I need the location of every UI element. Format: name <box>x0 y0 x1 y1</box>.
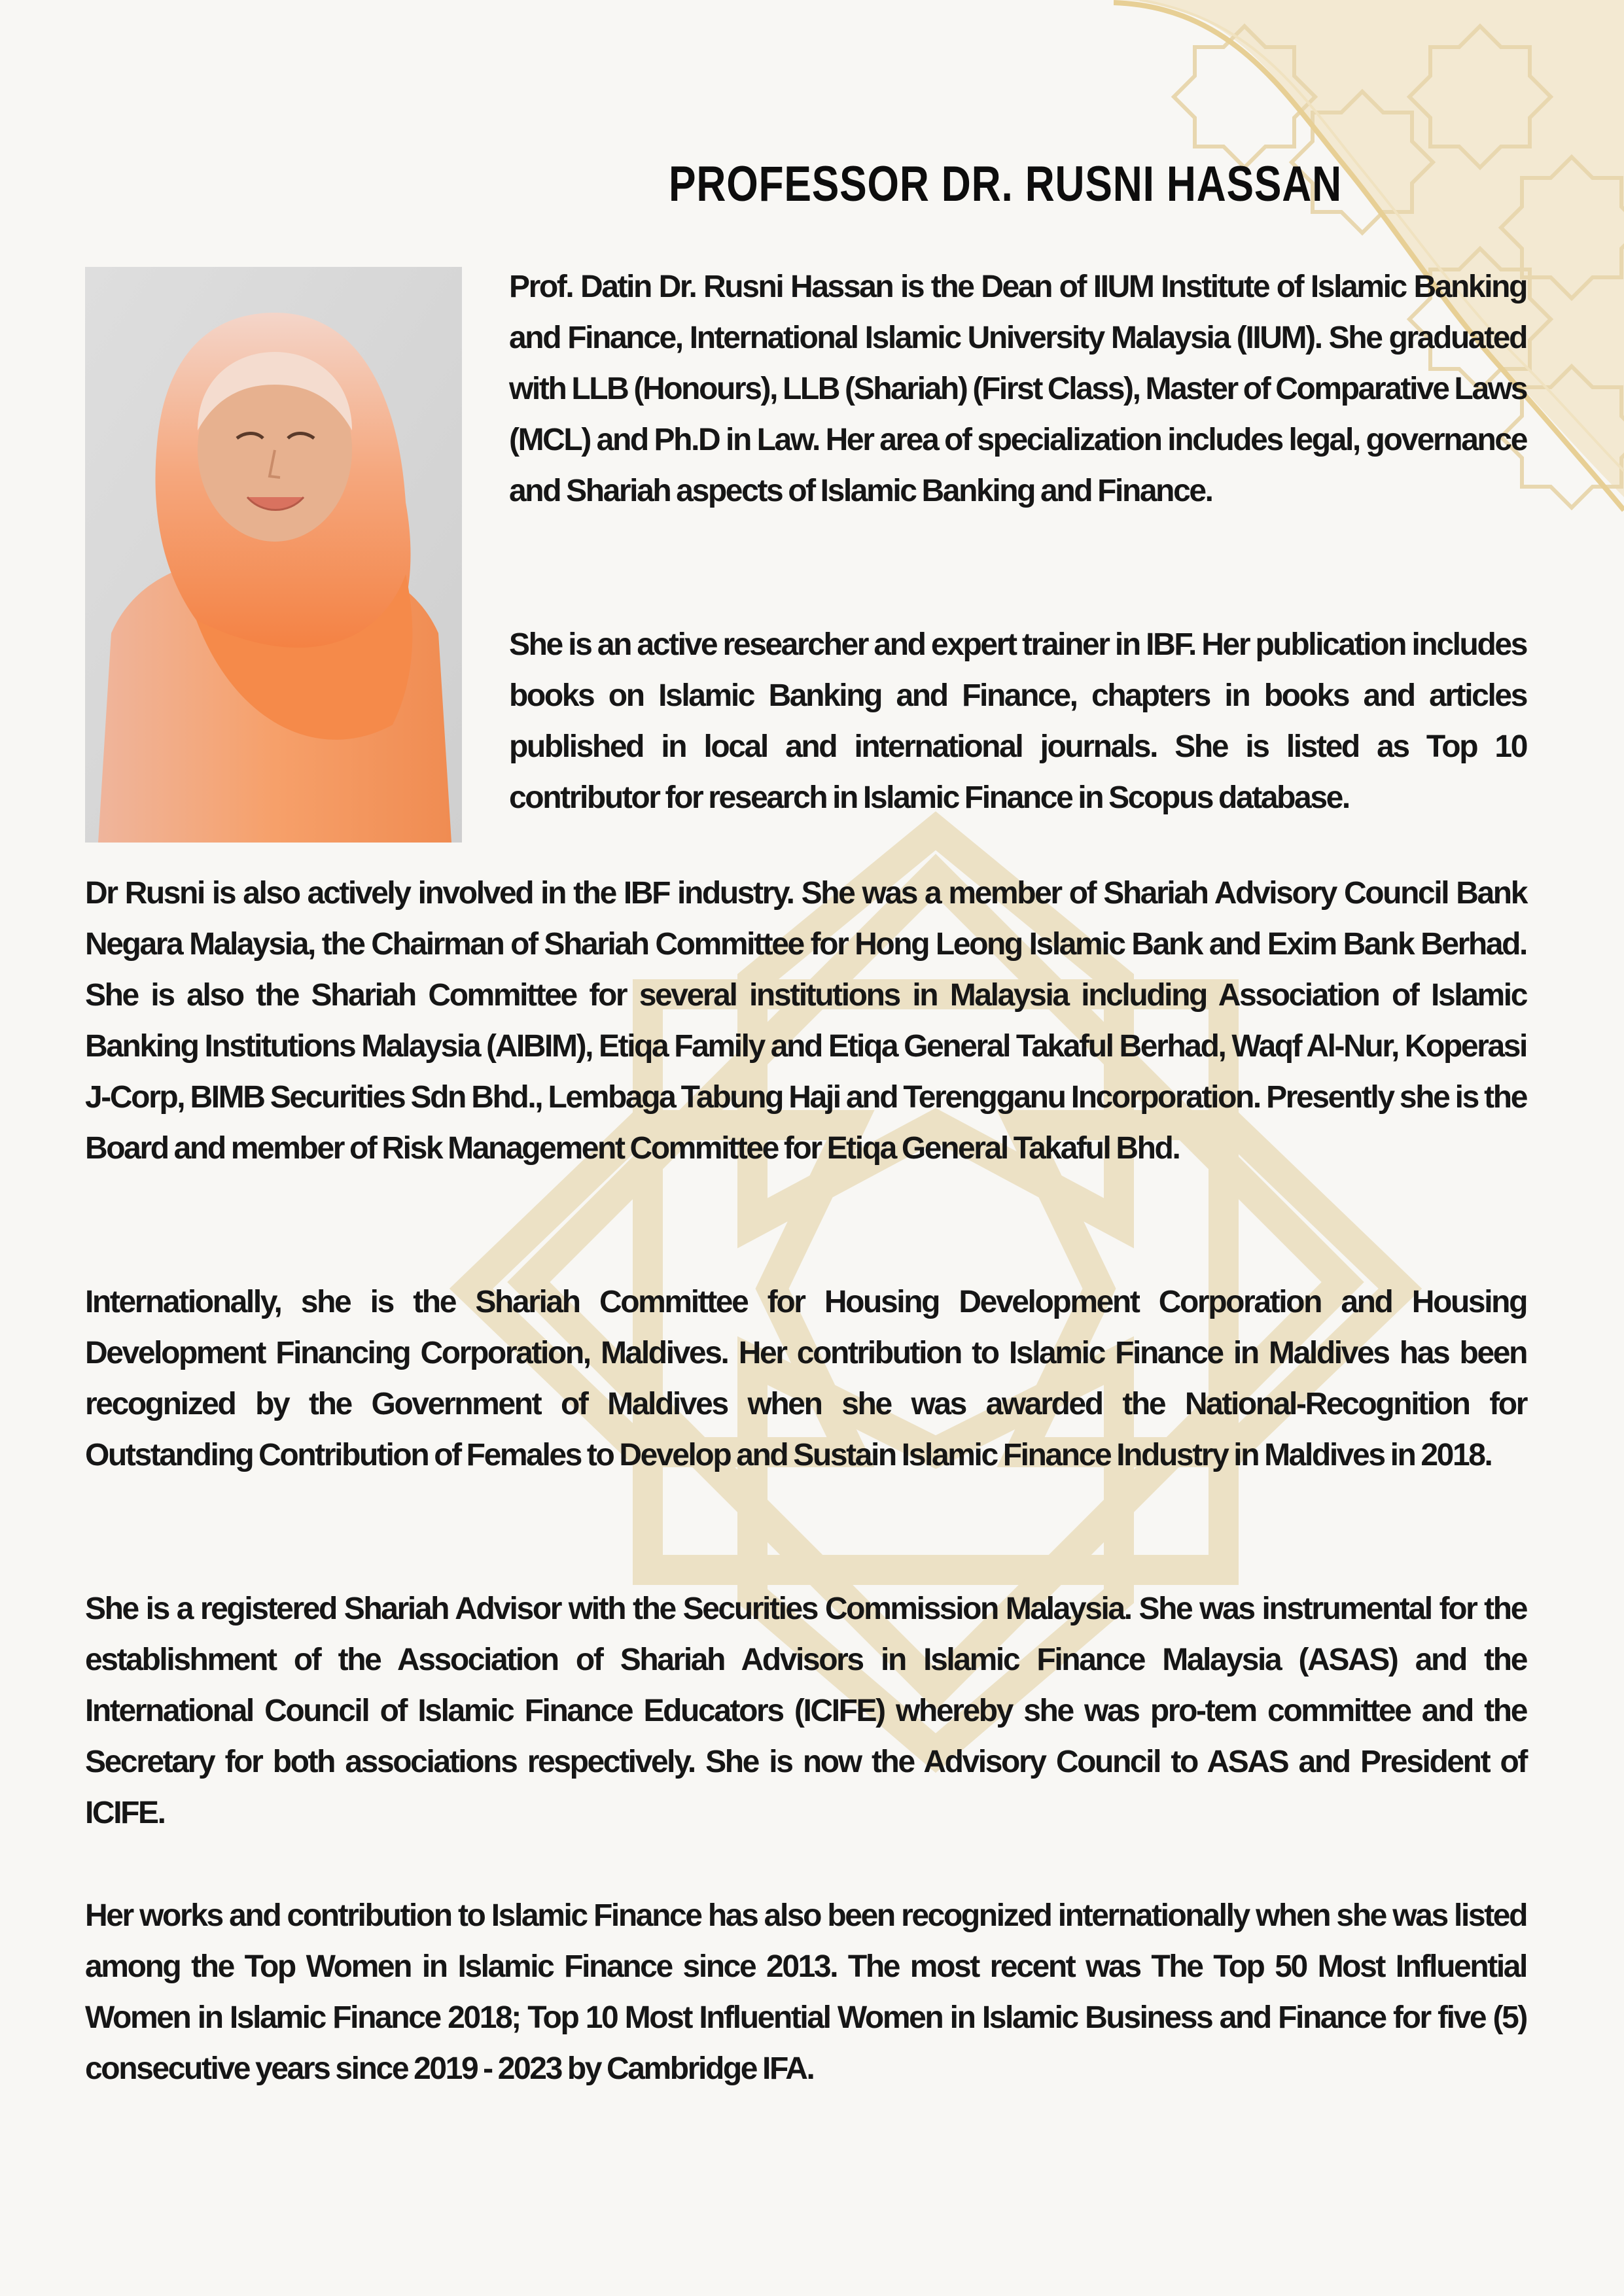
paragraph-international: Internationally, she is the Shariah Committee for Housing Development Corporation and Housing Development Financing Corporation, Maldives. Her contribution to Islamic Finance in Maldives has been recognized by the Government of Maldives when she was awarded the National-Recognition for Outstanding Contribution of Females to Develop and Sustain Islamic Finance Industry in Maldives in 2018. <box>85 1285 1527 1472</box>
paragraph-research: She is an active researcher and expert trainer in IBF. Her publication includes books on Islamic Banking and Finance, chapters in books and articles published in local and international journals. She is listed as Top 10 contributor for research in Islamic Finance in Scopus database. <box>509 627 1527 815</box>
paragraph-industry: Dr Rusni is also actively involved in the IBF industry. She was a member of Shariah Advisory Council Bank Negara Malaysia, the Chairman of Shariah Committee for Hong Leong Islamic Bank and Exim Bank Berhad. She is also the Shariah Committee for several institutions in Malaysia including Association of Islamic Banking Institutions Malaysia (AIBIM), Etiqa Family and Etiqa General Takaful Berhad, Waqf Al-Nur, Koperasi J-Corp, BIMB Securities Sdn Bhd., Lembaga Tabung Haji and Terengganu Incorporation. Presently she is the Board and member of Risk Management Committee for Etiqa General Takaful Bhd. <box>85 876 1527 1166</box>
page-title: PROFESSOR DR. RUSNI HASSAN <box>669 156 1342 212</box>
paragraph-shariah-advisor: She is a registered Shariah Advisor with the Securities Commission Malaysia. She was instrumental for the establishment of the Association of Shariah Advisors in Islamic Finance Malaysia (ASAS) and the International Council of Islamic Finance Educators (ICIFE) whereby she was pro-tem committee and the Secretary for both associations respectively. She is now the Advisory Council to ASAS and President of ICIFE. <box>85 1592 1527 1830</box>
portrait-photo <box>85 267 462 843</box>
paragraph-recognition: Her works and contribution to Islamic Finance has also been recognized internationally when she was listed among the Top Women in Islamic Finance since 2013. The most recent was The Top 50 Most Influential Women in Islamic Finance 2018; Top 10 Most Influential Women in Islamic Business and Finance for five (5) consecutive years since 2019 - 2023 by Cambridge IFA. <box>85 1898 1527 2086</box>
paragraph-bio-intro: Prof. Datin Dr. Rusni Hassan is the Dean of IIUM Institute of Islamic Banking and Finance, International Islamic University Malaysia (IIUM). She graduated with LLB (Honours), LLB (Shariah) (First Class), Master of Comparative Laws (MCL) and Ph.D in Law. Her area of specialization includes legal, governance and Shariah aspects of Islamic Banking and Finance. <box>509 270 1527 508</box>
